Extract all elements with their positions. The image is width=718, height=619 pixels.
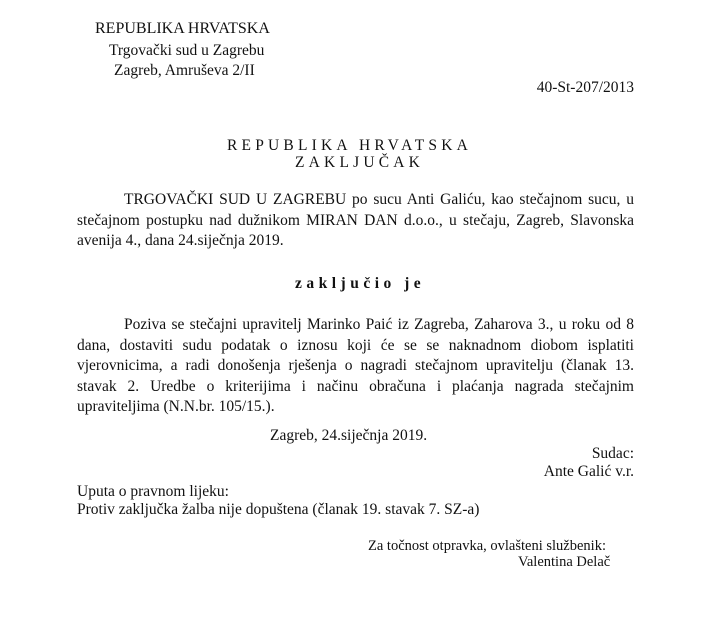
header-republic: REPUBLIKA HRVATSKA: [95, 20, 270, 37]
title-republic: REPUBLIKA HRVATSKA: [227, 137, 473, 154]
legal-remedy-text: Protiv zaključka žalba nije dopuštena (članak 19. stavak 7. SZ-a): [77, 501, 480, 518]
legal-remedy-heading: Uputa o pravnom lijeku:: [77, 483, 229, 500]
certification-label: Za točnost otpravka, ovlašteni službenik:: [368, 538, 606, 554]
case-number: 40-St-207/2013: [536, 79, 634, 96]
header-court: Trgovački sud u Zagrebu: [109, 42, 265, 59]
place-date: Zagreb, 24.siječnja 2019.: [270, 427, 428, 444]
decision-heading: zaključio je: [295, 275, 426, 292]
judge-name: Ante Galić v.r.: [543, 463, 634, 480]
header-address: Zagreb, Amruševa 2/II: [114, 62, 255, 79]
decision-paragraph: Poziva se stečajni upravitelj Marinko Paić iz Zagreba, Zaharova 3., u roku od 8 dana, dostaviti sudu podatak o iznosu koji će se se naknadnom diobom isplatiti vjerovnicima, a radi donošenja rješenja o nagradi stečajnom upravitelju (članak 13. stavak 2. Uredbe o kriterijima i načinu obračuna i plaćanja nagrada stečajnim upraviteljima (N.N.br. 105/15.).: [77, 316, 634, 415]
certification-official-name: Valentina Delač: [518, 554, 611, 570]
judge-role: Sudac:: [591, 445, 634, 462]
intro-paragraph: TRGOVAČKI SUD U ZAGREBU po sucu Anti Galiću, kao stečajnom sucu, u stečajnom postupku nad dužnikom MIRAN DAN d.o.o., u stečaju, Zagreb, Slavonska avenija 4., dana 24.siječnja 2019.: [77, 191, 634, 249]
title-document-type: ZAKLJUČAK: [295, 154, 425, 171]
